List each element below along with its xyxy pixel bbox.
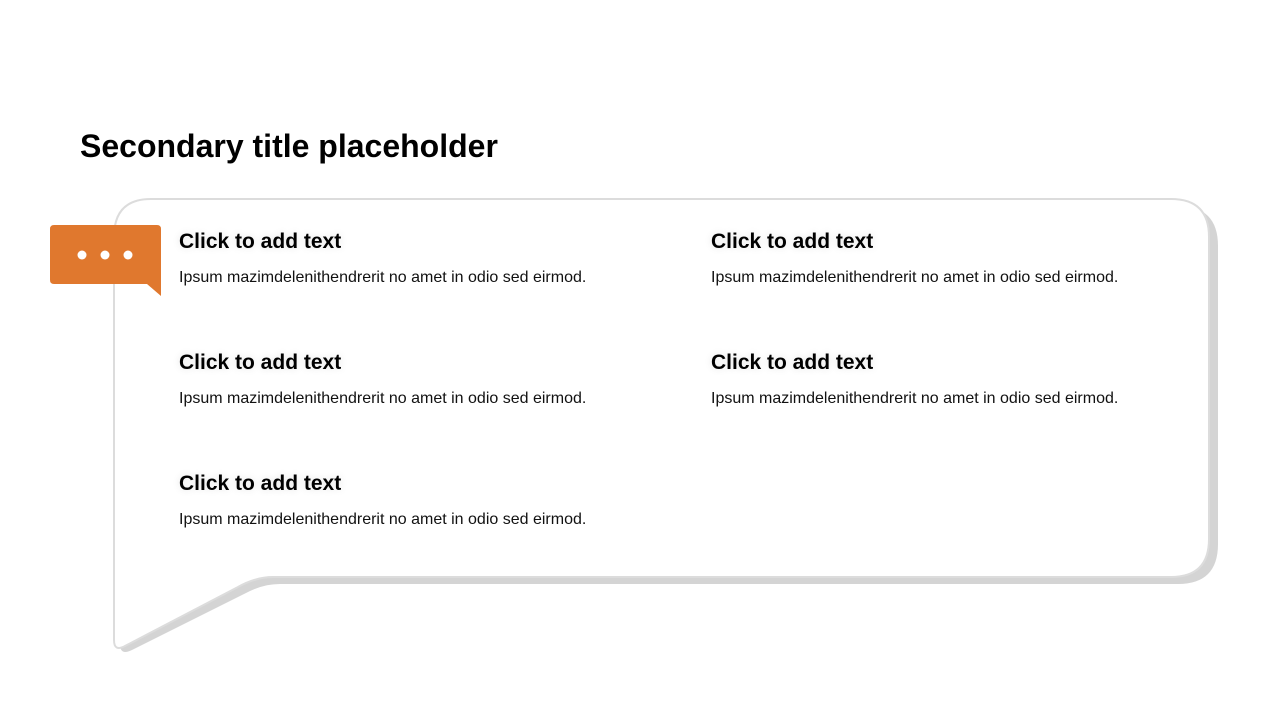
text-item bbox=[179, 472, 649, 530]
text-item bbox=[179, 351, 649, 409]
item-body[interactable]: Ipsum mazimdelenithendrerit no amet in odio sed eirmod. bbox=[711, 390, 1119, 407]
item-heading[interactable]: Click to add text bbox=[711, 351, 874, 374]
item-heading[interactable]: Click to add text bbox=[179, 472, 342, 495]
chat-bubble-ellipsis-icon bbox=[50, 225, 162, 297]
item-body[interactable]: Ipsum mazimdelenithendrerit no amet in odio sed eirmod. bbox=[179, 511, 587, 528]
item-body[interactable]: Ipsum mazimdelenithendrerit no amet in odio sed eirmod. bbox=[179, 269, 587, 286]
item-body[interactable]: Ipsum mazimdelenithendrerit no amet in odio sed eirmod. bbox=[711, 269, 1119, 286]
item-heading[interactable]: Click to add text bbox=[179, 230, 342, 253]
text-item bbox=[711, 230, 1181, 288]
item-body[interactable]: Ipsum mazimdelenithendrerit no amet in odio sed eirmod. bbox=[179, 390, 587, 407]
text-item bbox=[179, 230, 649, 288]
text-item bbox=[711, 351, 1181, 409]
item-heading[interactable]: Click to add text bbox=[179, 351, 342, 374]
slide-title[interactable]: Secondary title placeholder bbox=[80, 128, 498, 164]
item-heading[interactable]: Click to add text bbox=[711, 230, 874, 253]
